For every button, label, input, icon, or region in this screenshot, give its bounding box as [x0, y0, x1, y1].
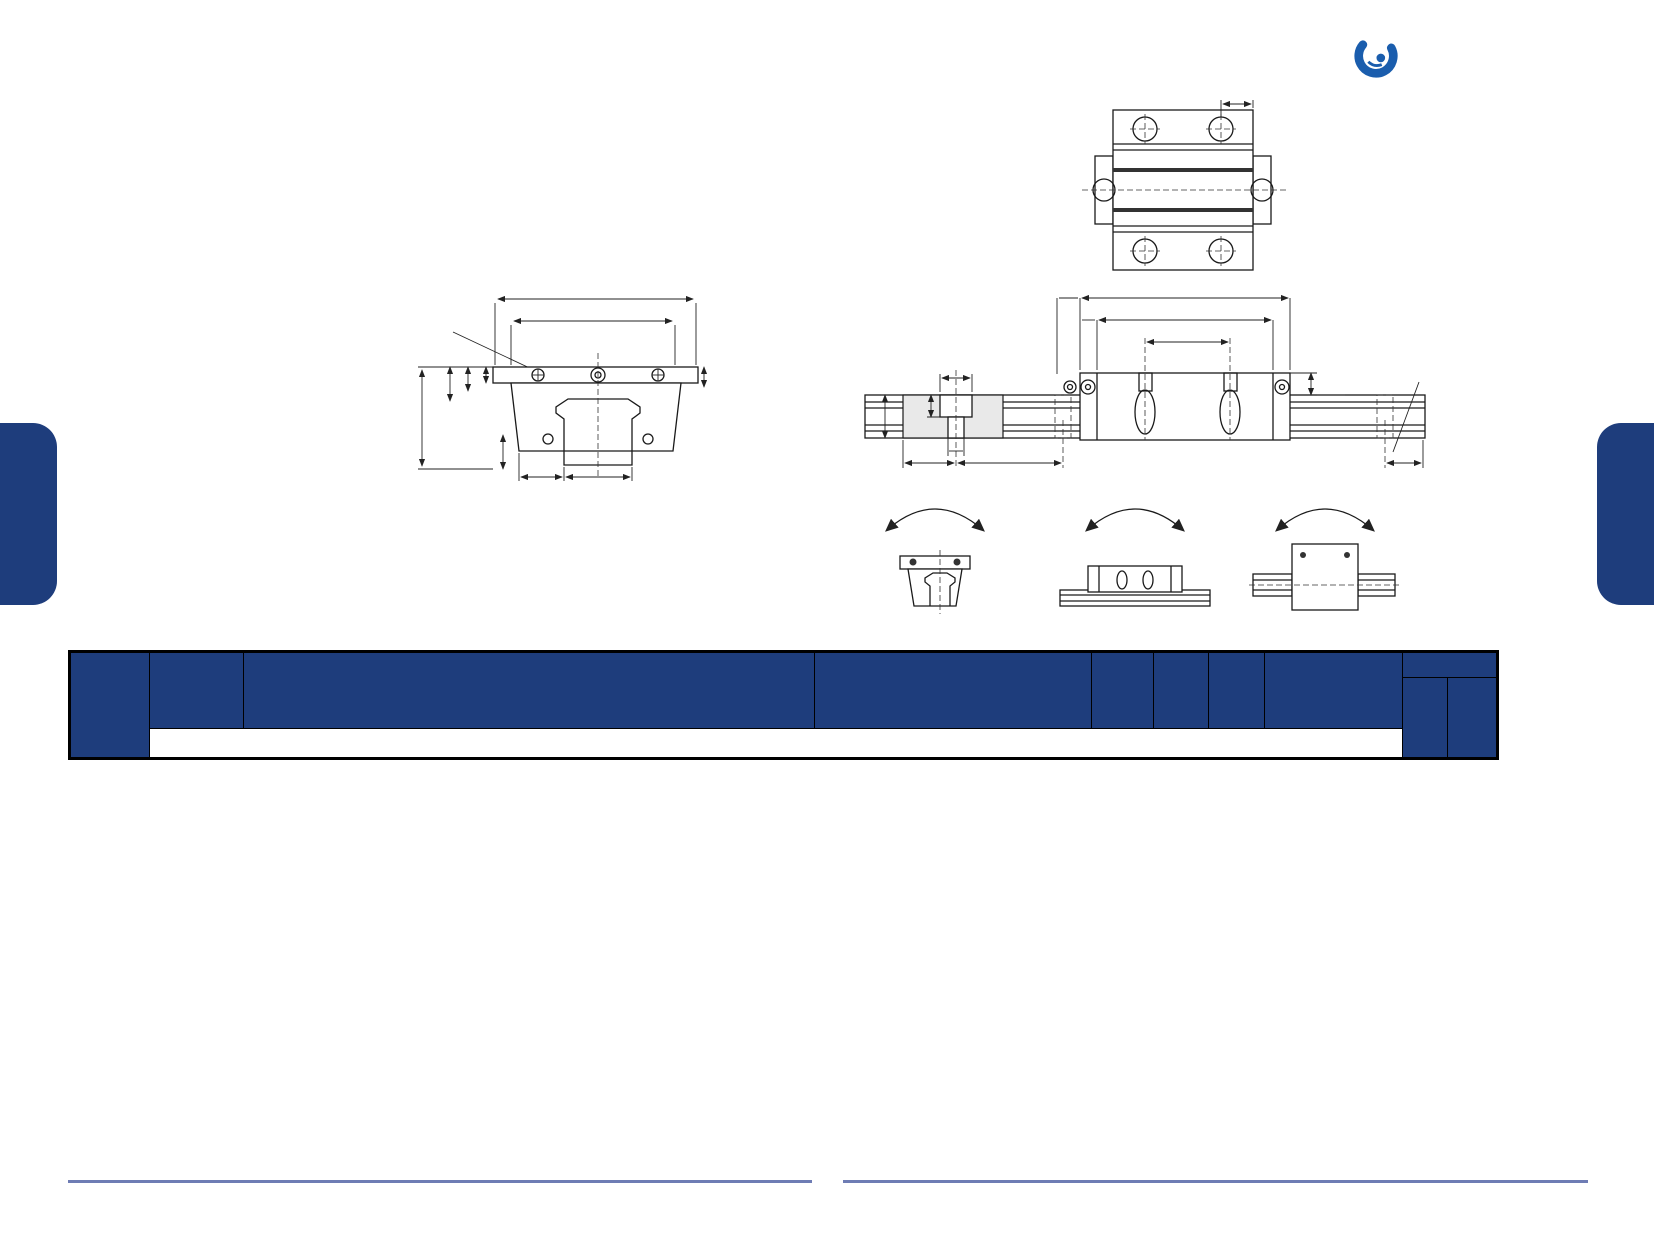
moment-diagrams: [845, 478, 1405, 620]
header-moment: [1265, 652, 1403, 729]
footer-rule-left: [68, 1180, 812, 1183]
spec-table: [68, 650, 1499, 760]
header-weight-rail: [1448, 678, 1498, 759]
header-weight-block: [1403, 678, 1448, 759]
cross-section-diagram: [398, 283, 716, 487]
series-tab-left: [0, 423, 57, 605]
block-top-view-diagram: [1078, 92, 1292, 290]
header-slider: [244, 652, 815, 729]
table-header: [70, 652, 1498, 759]
rail-side-view-diagram: [845, 270, 1439, 478]
header-model: [70, 652, 150, 759]
header-rail: [815, 652, 1092, 729]
brand-logo: [1352, 32, 1542, 78]
smagic-globe-icon: [1352, 32, 1400, 80]
column-letters-row: [70, 729, 1498, 759]
header-weight: [1403, 652, 1498, 678]
header-dynamic-load: [1154, 652, 1209, 729]
header-assembly: [150, 652, 244, 729]
header-static-load: [1209, 652, 1265, 729]
series-tab-right: [1597, 423, 1654, 605]
header-bolt: [1092, 652, 1154, 729]
footer-rule-right: [843, 1180, 1588, 1183]
